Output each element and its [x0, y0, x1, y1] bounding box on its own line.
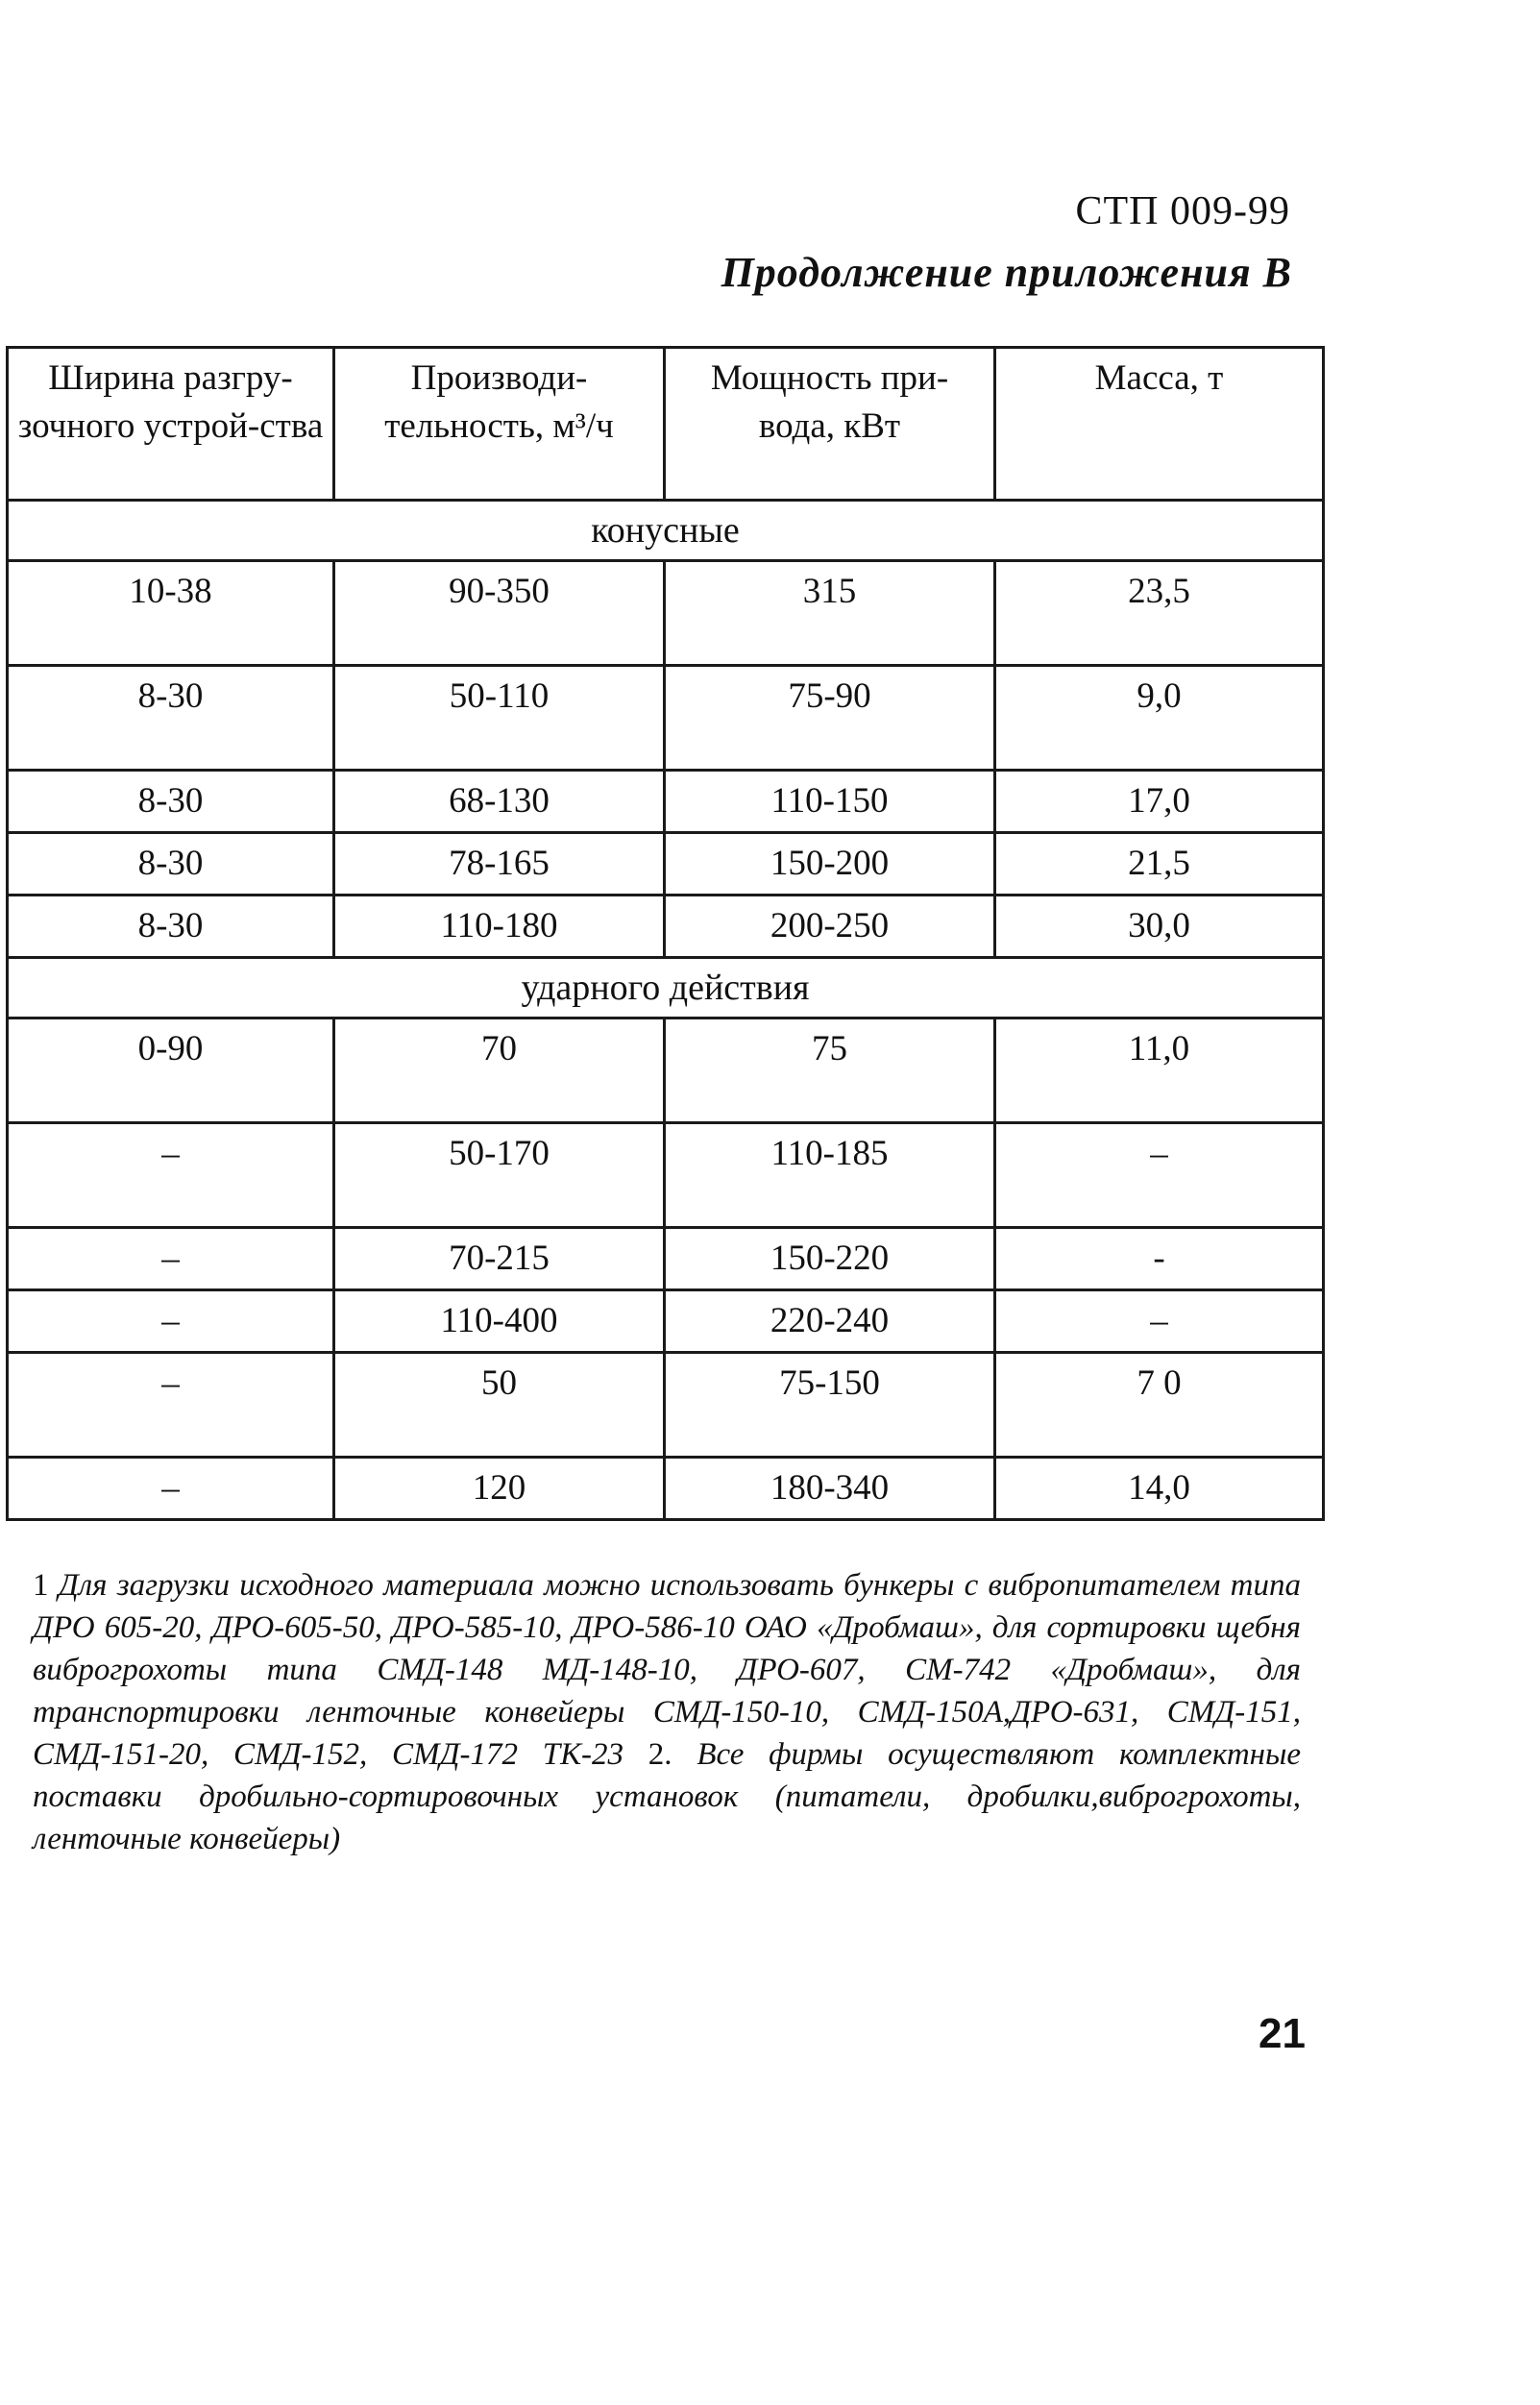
- document-code: СТП 009-99: [1075, 189, 1290, 233]
- footnote-number-1: 1: [33, 1568, 49, 1603]
- table-cell: –: [8, 1290, 334, 1353]
- table-cell: 110-150: [665, 771, 995, 833]
- table-cell: 90-350: [334, 561, 665, 666]
- table-cell: –: [995, 1123, 1324, 1228]
- table-cell: 180-340: [665, 1458, 995, 1520]
- table-row: [8, 1228, 1324, 1290]
- table-cell: 150-220: [665, 1228, 995, 1290]
- table-row: [8, 896, 1324, 958]
- table-cell: 120: [334, 1458, 665, 1520]
- table-row: [8, 1123, 1324, 1228]
- table-cell: 30,0: [995, 896, 1324, 958]
- table-row: [8, 1353, 1324, 1458]
- table-cell: 315: [665, 561, 995, 666]
- section-row-impact: [8, 958, 1324, 1018]
- table-cell: 8-30: [8, 771, 334, 833]
- table-cell: 200-250: [665, 896, 995, 958]
- table-cell: 50-110: [334, 666, 665, 771]
- table-row: [8, 1018, 1324, 1123]
- footnote: [33, 1564, 1301, 1860]
- table-cell: –: [8, 1123, 334, 1228]
- footnote-text-2: Все фирмы осуществляют комплектные поставки дробильно-сортировочных установок (питатели, дробилки,виброгрохоты, ленточные конвейеры): [33, 1737, 1302, 1856]
- table-cell: 14,0: [995, 1458, 1324, 1520]
- table-cell: 78-165: [334, 833, 665, 896]
- table-cell: –: [8, 1228, 334, 1290]
- table-cell: 70: [334, 1018, 665, 1123]
- table-cell: –: [8, 1458, 334, 1520]
- table-cell: 11,0: [995, 1018, 1324, 1123]
- table-cell: 110-400: [334, 1290, 665, 1353]
- table-cell: 110-185: [665, 1123, 995, 1228]
- column-header-power: Мощность при-вода, кВт: [665, 348, 995, 501]
- table-row: [8, 771, 1324, 833]
- table-cell: 75-150: [665, 1353, 995, 1458]
- table-cell: 8-30: [8, 666, 334, 771]
- footnote-number-2: 2.: [648, 1737, 672, 1772]
- table-cell: 23,5: [995, 561, 1324, 666]
- table-cell: 50: [334, 1353, 665, 1458]
- table-cell: 8-30: [8, 833, 334, 896]
- table-cell: 110-180: [334, 896, 665, 958]
- table-cell: 0-90: [8, 1018, 334, 1123]
- appendix-continuation-title: Продолжение приложения В: [721, 249, 1292, 296]
- table-row: [8, 1458, 1324, 1520]
- table-cell: 68-130: [334, 771, 665, 833]
- table-row: [8, 561, 1324, 666]
- footnote-text-1: Для загрузки исходного материала можно использовать бункеры с вибропитателем типа ДРО 605-20, ДРО-605-50, ДРО-585-10, ДРО-586-10 ОАО «Дробмаш», для сортировки щебня виброгрохоты типа СМД-148 МД-148-10, ДРО-607, СМ-742 «Дробмаш», для транспортировки ленточные конвейеры СМД-150-10, СМД-150А,ДРО-631, СМД-151, СМД-151-20, СМД-152, СМД-172 ТК-23: [33, 1568, 1301, 1772]
- table-row: [8, 833, 1324, 896]
- column-header-width: Ширина разгру-зочного устрой-ства: [8, 348, 334, 501]
- column-header-mass: Масса, т: [995, 348, 1324, 501]
- page-number: 21: [1259, 2010, 1306, 2057]
- table-cell: 150-200: [665, 833, 995, 896]
- table-row: [8, 666, 1324, 771]
- table-cell: 70-215: [334, 1228, 665, 1290]
- table-cell: 7 0: [995, 1353, 1324, 1458]
- section-title: конусные: [8, 501, 1324, 561]
- table-cell: 75-90: [665, 666, 995, 771]
- table-cell: 10-38: [8, 561, 334, 666]
- column-header-capacity: Производи-тельность, м³/ч: [334, 348, 665, 501]
- table-cell: –: [8, 1353, 334, 1458]
- table-cell: 50-170: [334, 1123, 665, 1228]
- section-title: ударного действия: [8, 958, 1324, 1018]
- table-cell: 9,0: [995, 666, 1324, 771]
- section-row-cone: [8, 501, 1324, 561]
- table-cell: 21,5: [995, 833, 1324, 896]
- table-row: [8, 1290, 1324, 1353]
- table-cell: 17,0: [995, 771, 1324, 833]
- table-cell: -: [995, 1228, 1324, 1290]
- table-cell: 220-240: [665, 1290, 995, 1353]
- table-header-row: [8, 348, 1324, 501]
- table-cell: 8-30: [8, 896, 334, 958]
- crusher-specs-table: [6, 346, 1325, 1521]
- table-cell: 75: [665, 1018, 995, 1123]
- table-cell: –: [995, 1290, 1324, 1353]
